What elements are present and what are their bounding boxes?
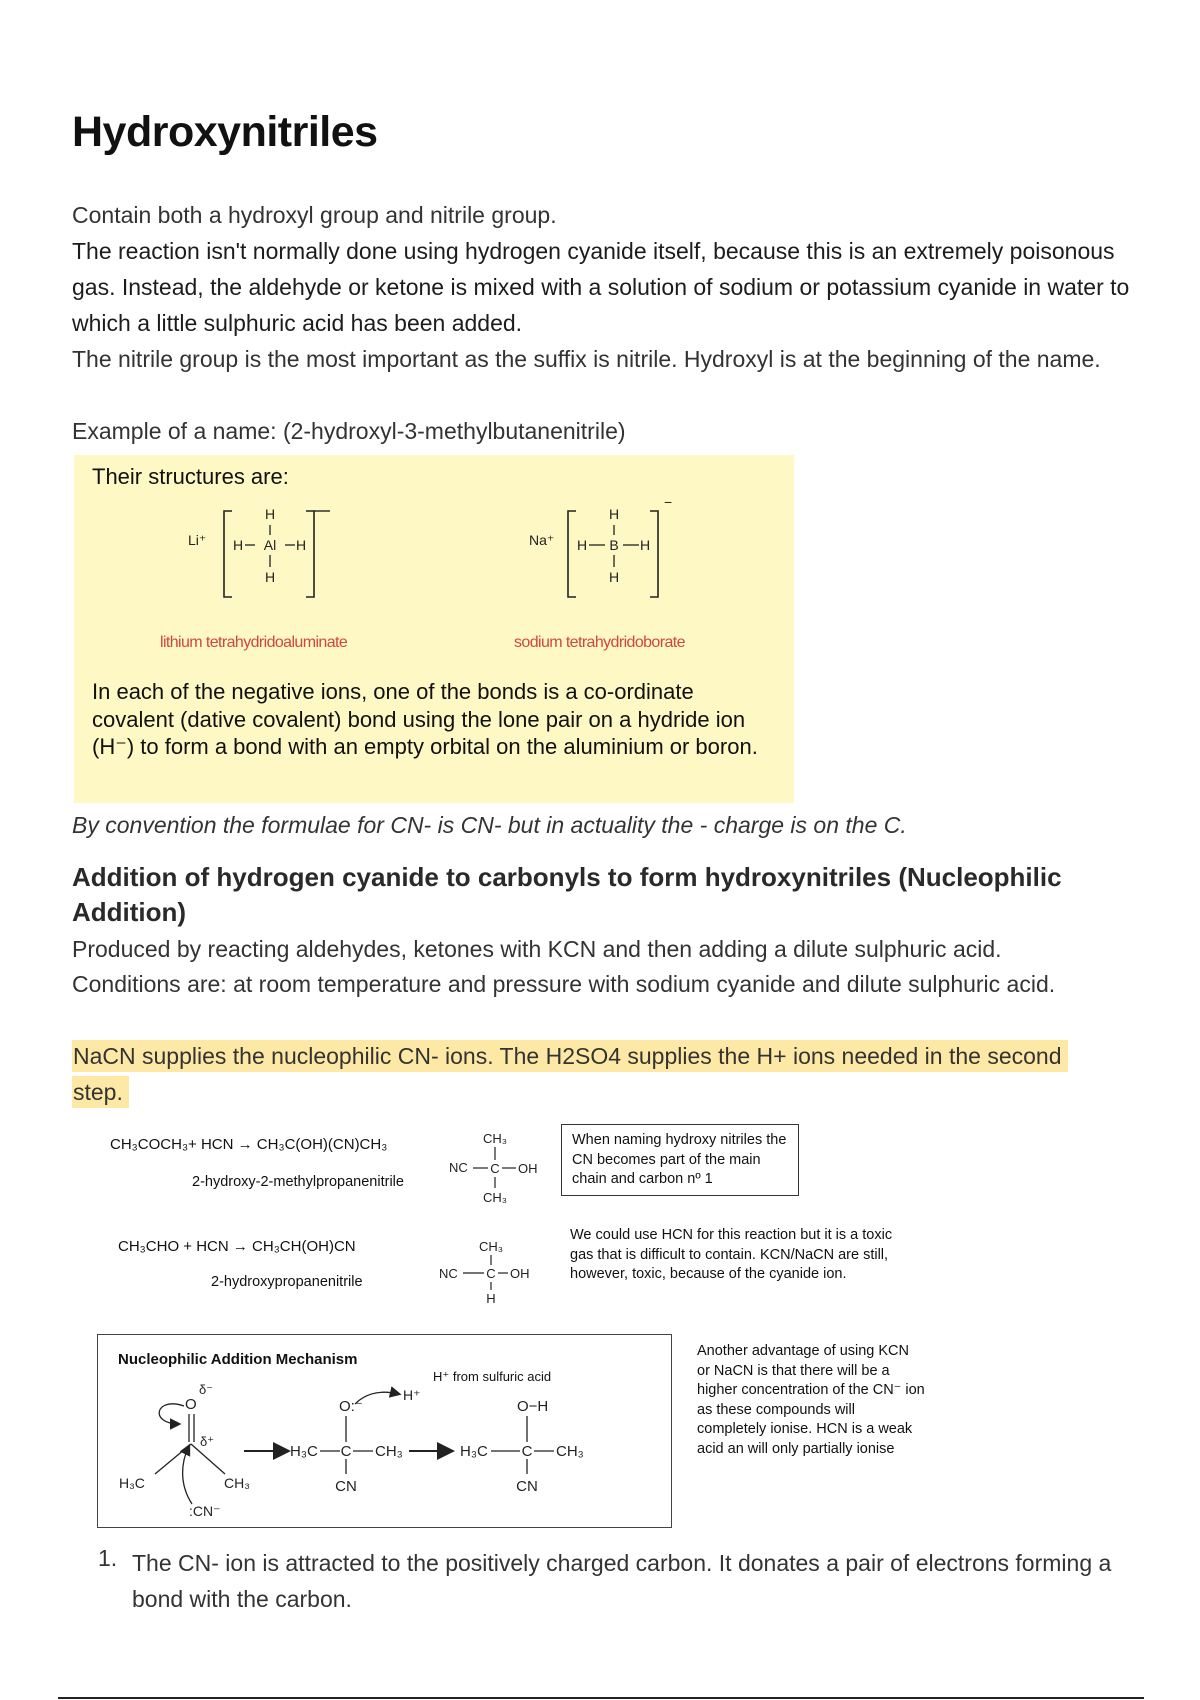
al-left-h: H <box>233 537 244 553</box>
mid-cn: CN <box>335 1478 357 1495</box>
section-heading: Addition of hydrogen cyanide to carbonyls to form hydroxynitriles (Nucleophilic Addition) <box>72 862 1062 927</box>
mechanism-diagram <box>97 1334 672 1528</box>
hcn-toxicity-note: We could use HCN for this reaction but it is a toxic gas that is difficult to contain. KCN/NaCN are still, however, toxic, because of the cyanide ion. <box>570 1227 893 1282</box>
naming-note: When naming hydroxy nitriles the CN becomes part of the main chain and carbon nº 1 <box>572 1132 787 1187</box>
delta-plus: δ⁺ <box>200 1434 215 1449</box>
r1-oh: OH <box>518 1161 538 1176</box>
delta-minus: δ⁻ <box>199 1382 214 1397</box>
left-h3c: H₃C <box>119 1475 145 1491</box>
b-bottom-h: H <box>608 569 620 585</box>
r1-nc: NC <box>449 1160 468 1175</box>
intro-line-1: Contain both a hydroxyl group and nitrile group. <box>72 202 557 228</box>
b-center: B <box>609 537 619 553</box>
reaction-1-equation: CH₃COCH₃+ HCN → CH₃C(OH)(CN)CH₃ <box>110 1136 388 1153</box>
cyanide-ion: :CN⁻ <box>189 1503 221 1519</box>
page-title: Hydroxynitriles <box>72 108 378 156</box>
reaction-2-structure <box>436 1236 546 1316</box>
b-right-h: H <box>640 537 651 553</box>
right-ch3: CH₃ <box>556 1443 584 1460</box>
mechanism-title: Nucleophilic Addition Mechanism <box>118 1351 358 1368</box>
alkoxide-oxygen: O:⁻ <box>339 1398 363 1415</box>
al-center: Al <box>263 537 277 553</box>
highlight-paragraph <box>72 1038 1072 1110</box>
right-h3c: H₃C <box>460 1443 488 1460</box>
list-item-number: 1. <box>98 1545 118 1571</box>
lithium-caption: lithium tetrahydridoaluminate <box>160 634 348 651</box>
al-bottom-h: H <box>264 569 276 585</box>
r2-nc: NC <box>439 1266 458 1281</box>
reaction-1-structure <box>440 1128 550 1218</box>
li-cation: Li⁺ <box>188 532 207 548</box>
intro-line-2: The reaction isn't normally done using hydrogen cyanide itself, because this is an extremely poisonous gas. Instead, the aldehyde or ketone is mixed with a solution of sodium or potassium cyanide in water to which a little sulphuric acid has been added. <box>72 238 1130 336</box>
r2-bottom-h: H <box>486 1291 496 1306</box>
b-top-h: H <box>608 506 620 522</box>
left-ch3: CH₃ <box>224 1475 250 1491</box>
right-cn: CN <box>516 1478 538 1495</box>
borate-charge: − <box>664 494 673 510</box>
r2-c: C <box>486 1266 496 1281</box>
right-c: C <box>521 1443 533 1460</box>
section-para-2: Conditions are: at room temperature and pressure with sodium cyanide and dilute sulphuric acid. <box>72 971 1056 997</box>
intro-line-4: Example of a name: (2-hydroxyl-3-methylbutanenitrile) <box>72 418 626 444</box>
section-para-1: Produced by reacting aldehydes, ketones with KCN and then adding a dilute sulphuric acid. <box>72 936 1002 962</box>
reaction-2-name: 2-hydroxypropanenitrile <box>211 1274 363 1290</box>
intro-line-3: The nitrile group is the most important as the suffix is nitrile. Hydroxyl is at the beginning of the name. <box>72 346 1101 372</box>
structures-panel <box>74 455 794 803</box>
na-cation: Na⁺ <box>529 532 555 548</box>
h-source-label: H⁺ from sulfuric acid <box>433 1369 552 1384</box>
mid-ch3: CH₃ <box>375 1443 403 1460</box>
r1-c: C <box>490 1161 500 1176</box>
reaction-1-name: 2-hydroxy-2-methylpropanenitrile <box>192 1174 404 1190</box>
reaction-2-equation: CH₃CHO + HCN → CH₃CH(OH)CN <box>118 1238 356 1255</box>
r2-oh: OH <box>510 1266 530 1281</box>
mid-h3c: H₃C <box>290 1443 318 1460</box>
al-right-h: H <box>296 537 307 553</box>
structures-heading: Their structures are: <box>92 464 289 489</box>
b-left-h: H <box>577 537 588 553</box>
list-item: The CN- ion is attracted to the positively charged carbon. It donates a pair of electrons forming a bond with the carbon. <box>132 1550 1112 1612</box>
al-top-h: H <box>264 506 276 522</box>
structures-explanation: In each of the negative ions, one of the bonds is a co-ordinate covalent (dative covalent) bond using the lone pair on a hydride ion (H⁻) to form a bond with an empty orbital on the aluminium or boron. <box>92 679 758 759</box>
highlight-text: NaCN supplies the nucleophilic CN- ions. The H2SO4 supplies the H+ ions needed in the second step. <box>72 1040 1068 1108</box>
carbonyl-oxygen: O <box>185 1396 197 1413</box>
r1-top-ch3: CH₃ <box>482 1131 508 1146</box>
mid-c: C <box>340 1443 352 1460</box>
r1-bottom-ch3: CH₃ <box>482 1190 508 1205</box>
r2-top-ch3: CH₃ <box>478 1239 504 1254</box>
bottom-divider <box>58 1697 1144 1699</box>
incoming-h-plus: H⁺ <box>403 1387 421 1403</box>
sodium-borate-structure <box>74 455 794 655</box>
convention-note: By convention the formulae for CN- is CN- but in actuality the - charge is on the C. <box>72 812 907 838</box>
product-oh: O−H <box>517 1398 549 1415</box>
advantage-note: Another advantage of using KCN or NaCN is that there will be a higher concentration of the CN⁻ ion as these compounds will completely ionise. HCN is a weak acid an will only partially ionise <box>697 1343 925 1457</box>
sodium-caption: sodium tetrahydridoborate <box>514 634 685 651</box>
